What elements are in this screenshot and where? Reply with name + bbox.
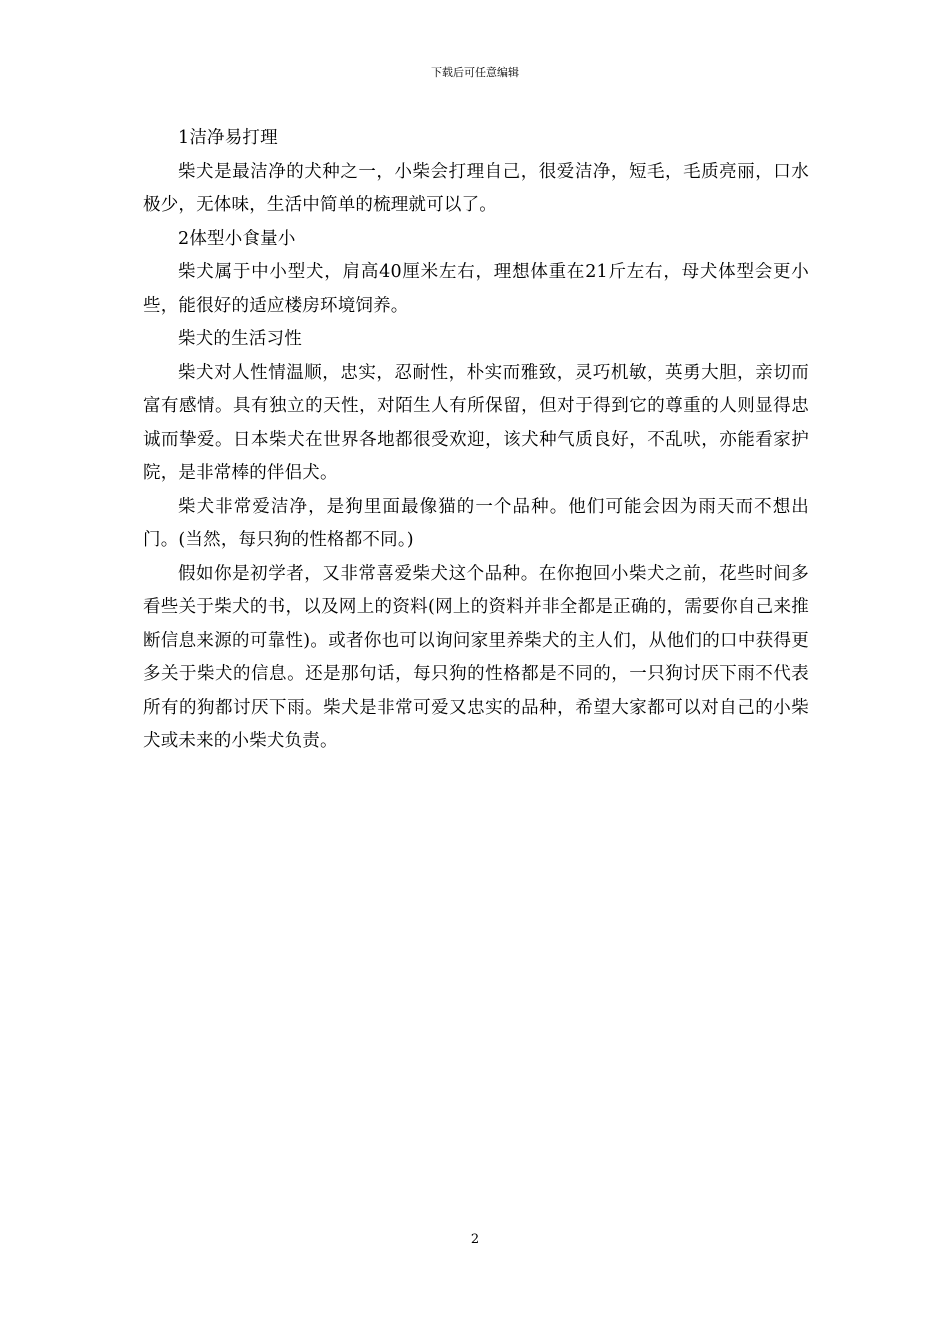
paragraph-clean-description: 柴犬是最洁净的犬种之一，小柴会打理自己，很爱洁净，短毛，毛质亮丽，口水极少，无体味，生活中简单的梳理就可以了。: [143, 161, 809, 215]
page-header: 下载后可任意编辑: [431, 66, 519, 79]
paragraph-cat-like: 柴犬非常爱洁净，是狗里面最像猫的一个品种。他们可能会因为雨天而不想出门。(当然，每只狗的性格都不同。): [143, 496, 809, 550]
paragraph-temperament: 柴犬对人性情温顺，忠实，忍耐性，朴实而雅致，灵巧机敏，英勇大胆，亲切而富有感情。具有独立的天性，对陌生人有所保留，但对于得到它的尊重的人则显得忠诚而挚爱。日本柴犬在世界各地都很受欢迎，该犬种气质良好，不乱吠，亦能看家护院，是非常棒的伴侣犬。: [143, 362, 809, 483]
paragraph-size-description: 柴犬属于中小型犬，肩高40厘米左右，理想体重在21斤左右，母犬体型会更小些，能很好的适应楼房环境饲养。: [143, 262, 809, 316]
paragraph-beginner-advice: 假如你是初学者，又非常喜爱柴犬这个品种。在你抱回小柴犬之前，花些时间多看些关于柴犬的书，以及网上的资料(网上的资料并非全都是正确的，需要你自己来推断信息来源的可靠性)。或者你也可以询问家里养柴犬的主人们，从他们的口中获得更多关于柴犬的信息。还是那句话，每只狗的性格都是不同的，一只狗讨厌下雨不代表所有的狗都讨厌下雨。柴犬是非常可爱又忠实的品种，希望大家都可以对自己的小柴犬或未来的小柴犬负责。: [143, 563, 809, 751]
document-body: [143, 122, 809, 759]
heading-clean-easy-care: 1洁净易打理: [178, 128, 278, 148]
heading-small-size: 2体型小食量小: [178, 228, 296, 249]
heading-living-habits: 柴犬的生活习性: [178, 329, 302, 349]
page-number: 2: [470, 1232, 480, 1247]
